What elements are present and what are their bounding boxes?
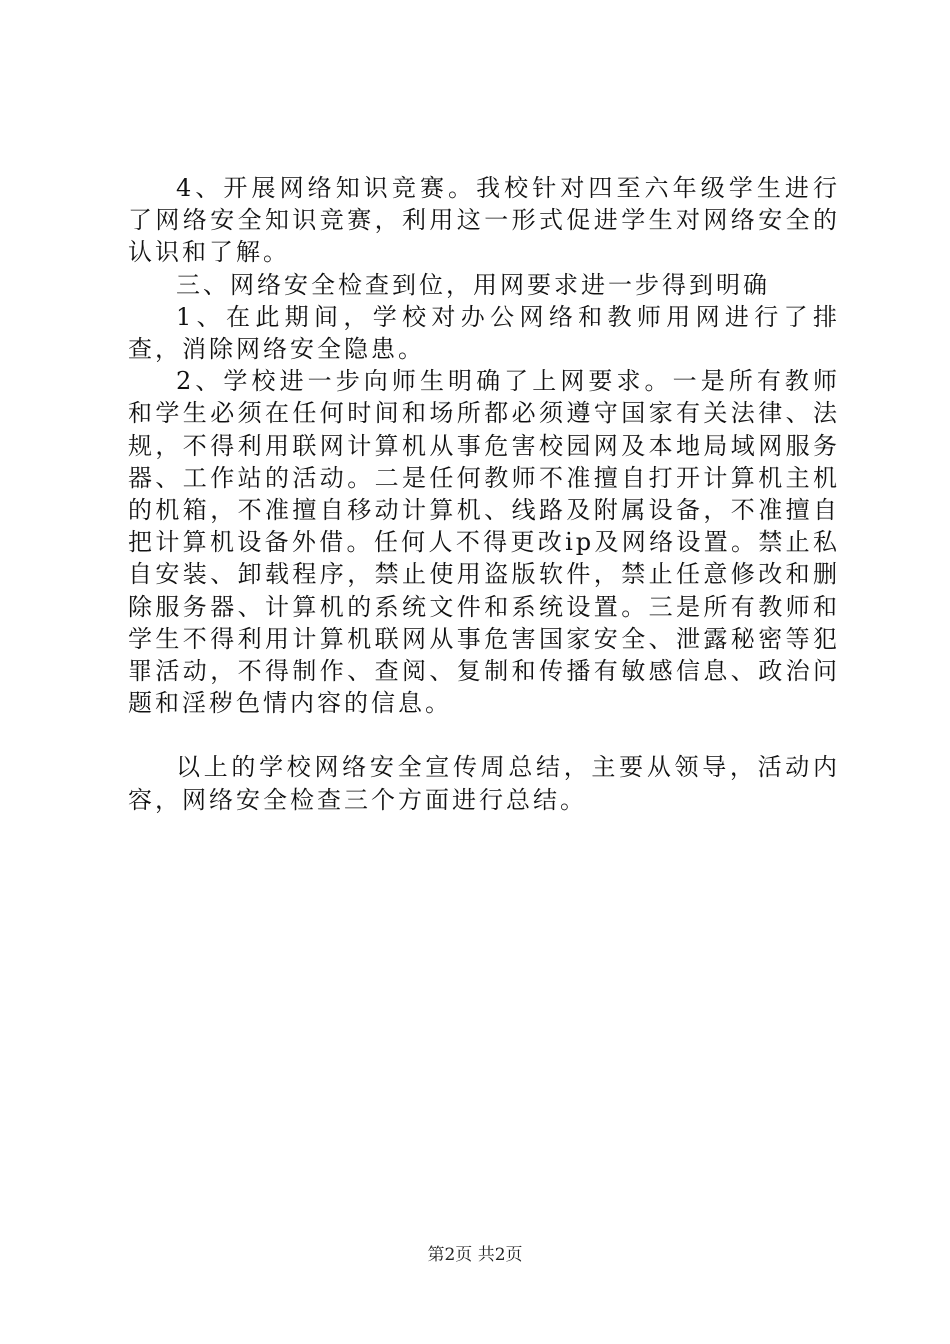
document-body [128,172,840,816]
paragraph-spacer [128,719,840,751]
paragraph-knowledge-contest: 4、开展网络知识竞赛。我校针对四至六年级学生进行了网络安全知识竞赛，利用这一形式促进学生对网络安全的认识和了解。 [128,174,840,267]
paragraph-internet-rules: 2、学校进一步向师生明确了上网要求。一是所有教师和学生必须在任何时间和场所都必须遵守国家有关法律、法规，不得利用联网计算机从事危害校园网及本地局域网服务器、工作站的活动。二是任何教师不准擅自打开计算机主机的机箱，不准擅自移动计算机、线路及附属设备，不准擅自把计算机设备外借。任何人不得更改ip及网络设置。禁止私自安装、卸载程序，禁止使用盗版软件，禁止任意修改和删除服务器、计算机的系统文件和系统设置。三是所有教师和学生不得利用计算机联网从事危害国家安全、泄露秘密等犯罪活动，不得制作、查阅、复制和传播有敏感信息、政治问题和淫秽色情内容的信息。 [128,367,840,718]
paragraph-summary: 以上的学校网络安全宣传周总结，主要从领导，活动内容，网络安全检查三个方面进行总结。 [128,753,840,814]
page-footer: 第2页 共2页 [427,1245,523,1265]
paragraph-network-inspection: 1、在此期间，学校对办公网络和教师用网进行了排查，消除网络安全隐患。 [128,302,840,364]
section-heading-network-check: 三、网络安全检查到位，用网要求进一步得到明确 [176,270,770,299]
